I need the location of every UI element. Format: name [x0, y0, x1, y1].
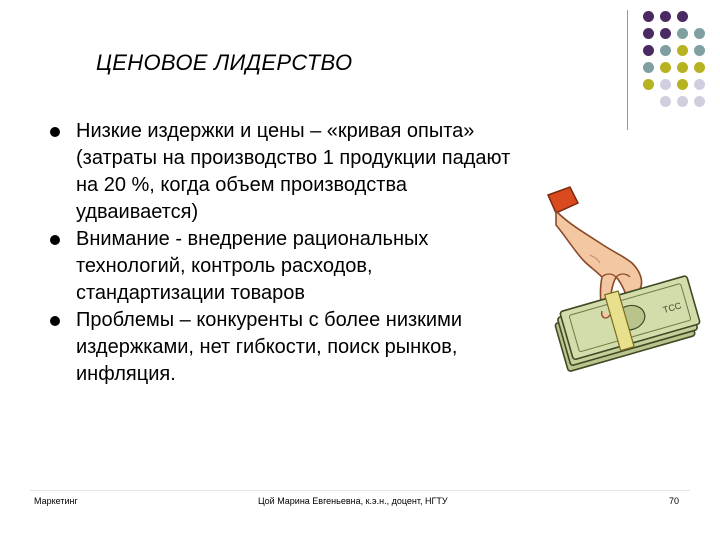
bullet-line: удваивается) [76, 201, 199, 223]
bullet-line: (затраты на производство 1 продукции падают [76, 147, 511, 169]
decor-dot [694, 96, 705, 107]
footer-page-number: 70 [669, 496, 680, 506]
decor-dot [677, 62, 688, 73]
decor-dot [643, 62, 654, 73]
footer-divider [30, 490, 690, 491]
decor-dot [643, 45, 654, 56]
bullet-dot-icon [50, 235, 60, 245]
decor-dot [660, 79, 671, 90]
bullet-line: технологий, контроль расходов, [76, 255, 373, 277]
bullet-line: Внимание - внедрение рациональных [76, 228, 429, 250]
decor-dot [677, 28, 688, 39]
bullet-line: издержками, нет гибкости, поиск рынков, [76, 336, 458, 358]
decor-dot [660, 11, 671, 22]
decor-dot [694, 79, 705, 90]
bullet-line: Проблемы – конкуренты с более низкими [76, 309, 463, 331]
slide-title: ЦЕНОВОЕ ЛИДЕРСТВО [96, 50, 353, 75]
bullet-line: Низкие издержки и цены – «кривая опыта» [76, 120, 475, 142]
decor-dot [677, 96, 688, 107]
bullet-line: инфляция. [76, 363, 176, 385]
hand-with-money-icon [540, 185, 710, 375]
decor-vertical-line [627, 10, 628, 130]
decor-dot [694, 62, 705, 73]
decor-dot [660, 62, 671, 73]
decor-dot-grid [640, 8, 720, 120]
decor-dot [643, 11, 654, 22]
decor-dot [643, 79, 654, 90]
decor-dot [643, 28, 654, 39]
bill-text: ТСС [661, 300, 683, 316]
bullet-dot-icon [50, 316, 60, 326]
decor-dot [677, 45, 688, 56]
decor-dot [660, 28, 671, 39]
decor-dot [694, 28, 705, 39]
footer-author: Цой Марина Евгеньевна, к.э.н., доцент, НГТУ [258, 496, 448, 506]
decor-dot [694, 45, 705, 56]
decor-dot [677, 79, 688, 90]
bullet-dot-icon [50, 127, 60, 137]
decor-dot [660, 45, 671, 56]
bullet-line: стандартизации товаров [76, 282, 306, 304]
decor-dot [677, 11, 688, 22]
footer-subject: Маркетинг [34, 496, 78, 506]
bullet-line: на 20 %, когда объем производства [76, 174, 407, 196]
decor-dot [660, 96, 671, 107]
